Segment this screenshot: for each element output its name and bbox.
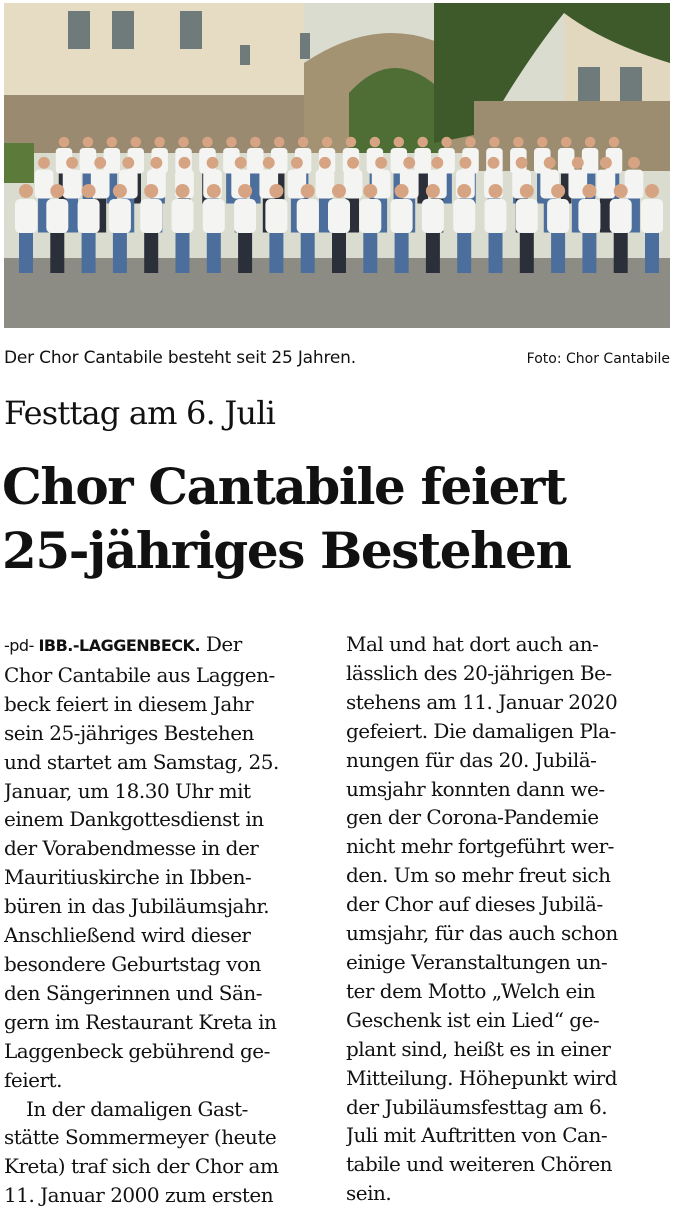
article-line: Januar, um 18.30 Uhr mit [4,778,251,803]
article-line: 11. Januar 2000 zum ersten [4,1183,274,1208]
article-line: und startet am Samstag, 25. [4,749,279,774]
article-line: Anschließend wird dieser [4,923,251,948]
article-line: sein. [346,1181,392,1206]
article-line: Mitteilung. Höhepunkt wird [346,1065,618,1090]
dateline: IBB.-LAGGENBECK. [38,636,201,655]
caption-text: Der Chor Cantabile besteht seit 25 Jahren. [4,348,356,368]
photo-credit: Foto: Chor Cantabile [526,351,670,367]
article-line: der Chor auf dieses Jubilä- [346,892,603,917]
article-line: lässlich des 20-jährigen Be- [346,660,612,685]
article-line: ter dem Motto „Welch ein [346,978,596,1003]
article-line [4,630,326,661]
article-line: nicht mehr fortgeführt wer- [346,834,614,859]
article-line: sein 25-jähriges Bestehen [4,720,254,745]
article-line: der Jubiläumsfesttag am 6. [346,1094,608,1119]
kicker: Festtag am 6. Juli [4,394,276,432]
article-line: Mauritiuskirche in Ibben- [4,865,252,890]
article-line: stehens am 11. Januar 2020 [346,689,618,714]
article-column-right [346,630,668,1208]
author-tag: -pd- [4,636,39,655]
article-text: Der [200,632,242,656]
article-line: gefeiert. Die damaligen Pla- [346,718,616,743]
article-line: Juli mit Auftritten von Can- [346,1123,608,1148]
headline-line-1: Chor Cantabile feiert [2,457,566,516]
article-line: Chor Cantabile aus Laggen- [4,662,275,687]
choir-group-image [4,3,670,328]
article-line: beck feiert in diesem Jahr [4,691,254,716]
headline-line-2: 25-jähriges Bestehen [2,521,571,580]
article-line: besondere Geburtstag von [4,951,261,976]
article-line: Geschenk ist ein Lied“ ge- [346,1007,600,1032]
choir-photo [4,3,670,328]
article-line: der Vorabendmesse in der [4,836,259,861]
article-line: den. Um so mehr freut sich [346,863,611,888]
article-line: In der damaligen Gast- [26,1096,248,1121]
article-line: stätte Sommermeyer (heute [4,1125,277,1150]
hedge [4,143,34,183]
headline [2,455,674,583]
article-line: feiert. [4,1067,62,1092]
article-line: plant sind, heißt es in einer [346,1036,611,1061]
article-line: gern im Restaurant Kreta in [4,1009,277,1034]
article-line: den Sängerinnen und Sän- [4,980,262,1005]
article-column-left [4,630,326,1210]
building-left [4,3,304,98]
article-line: umsjahr, für das auch schon [346,921,618,946]
article-line: nungen für das 20. Jubilä- [346,747,597,772]
article-line: Kreta) traf sich der Chor am [4,1154,279,1179]
article-line: tabile und weiteren Chören [346,1152,613,1177]
article-line: umsjahr konnten dann we- [346,776,605,801]
article-line: Mal und hat dort auch an- [346,632,599,656]
photo-caption [4,345,670,371]
article-line: einige Veranstaltungen un- [346,949,608,974]
article-line: einem Dankgottesdienst in [4,807,264,832]
article-line: büren in das Jubiläumsjahr. [4,894,270,919]
article-line: gen der Corona-Pandemie [346,805,599,830]
article-line: Laggenbeck gebührend ge- [4,1038,270,1063]
